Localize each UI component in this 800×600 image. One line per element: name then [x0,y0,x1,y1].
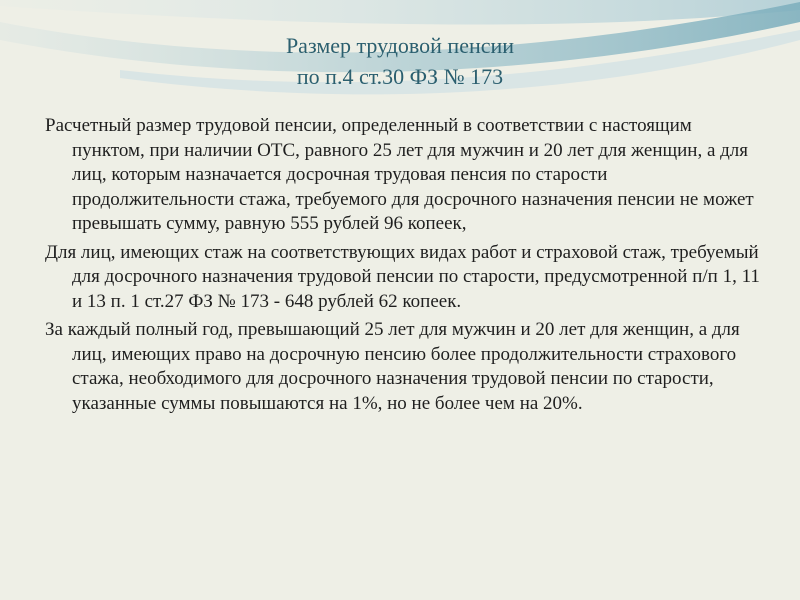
title-line-2: по п.4 ст.30 ФЗ № 173 [296,64,504,89]
title-line-1: Размер трудовой пенсии [285,33,515,58]
paragraph-3: За каждый полный год, превышающий 25 лет для мужчин и 20 лет для женщин, а для лиц, имеющих право на досрочную пенсию более продолжительности страхового стажа, необходимого для досрочного назначения трудовой пенсии по старости, указанные суммы повышаются на 1%, но не более чем на 20%. [45,319,740,414]
paragraph-1: Расчетный размер трудовой пенсии, определенный в соответствии с настоящим пунктом, при наличии ОТС, равного 25 лет для мужчин и 20 лет для женщин, а для лиц, которым назначается досрочная трудовая пенсия по старости продолжительности стажа, требуемого для досрочного назначения пенсии не может превышать сумму, равную 555 рублей 96 копеек, [45,115,754,234]
body-text [45,114,765,420]
swoosh-band-top [0,0,800,25]
paragraph-2: Для лиц, имеющих стаж на соответствующих видах работ и страховой стаж, требуемый для досрочного назначения трудовой пенсии по старости, предусмотренной п/п 1, 11 и 13 п. 1 ст.27 ФЗ № 173 - 648 рублей 62 копеек. [45,241,760,312]
page-title [0,30,800,92]
